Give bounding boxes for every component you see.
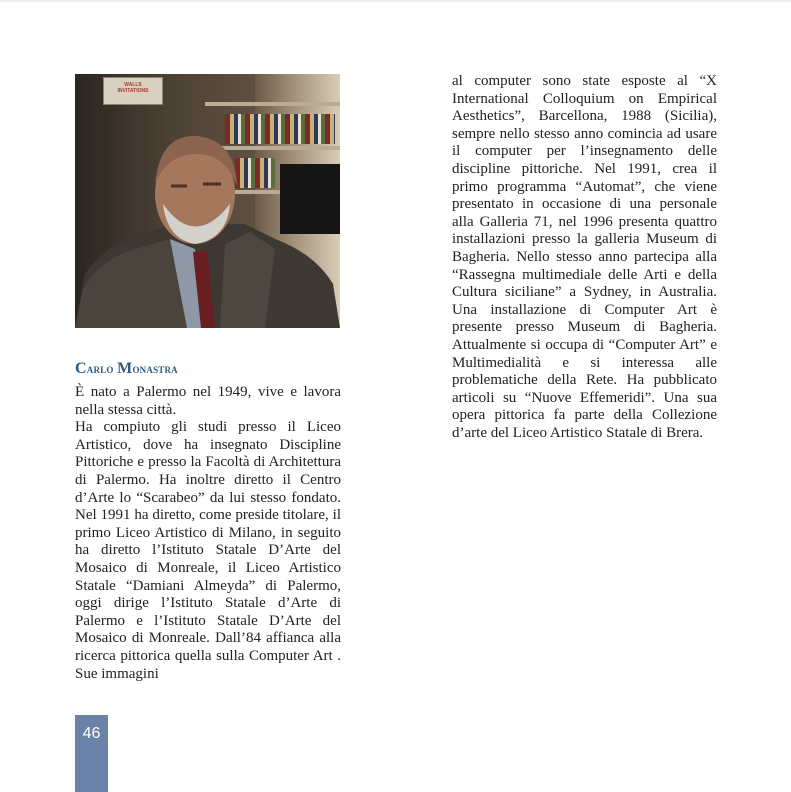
page-number: 46 bbox=[82, 725, 101, 742]
biography-paragraph: al computer sono state esposte al “X International Colloquium on Empirical Aesthetics”, Barcellona, 1988 (Sicilia), sempre nello stesso anno comincia ad usare il computer per l’insegnamento delle discipline pittoriche. Nel 1991, crea il primo programma “Automat”, che viene presentato in occasione di una personale alla Galleria 71, nel 1996 presenta quattro installazioni presso la galleria Museum di Bagheria. Nello stesso anno partecipa alla “Rassegna multimediale delle Arti e della Cultura siciliane” a Sydney, in Australia. Una installazione di Computer Art è presente presso Museum di Bagheria. Attualmente si occupa di “Computer Art” e Multimedialità e si interessa alle problematiche della Rete. Ha pubblicato articoli su “Nuove Effemeridi”. Una sua opera pittorica fa parte della Collezione d’arte del Liceo Artistico Statale di Brera. bbox=[452, 73, 717, 441]
biography-right-column bbox=[452, 73, 717, 442]
author-portrait-photo bbox=[75, 74, 340, 328]
top-rule bbox=[0, 0, 791, 2]
author-name-initial: C bbox=[75, 360, 87, 377]
author-name bbox=[75, 360, 178, 378]
photo-poster-text: WALLS INVITATIONS bbox=[117, 82, 149, 94]
biography-paragraph: Ha compiuto gli studi presso il Liceo Artistico, dove ha insegnato Discipline Pittoriche e presso la Facoltà di Architettura di Palermo. Ha inoltre diretto il Centro d’Arte lo “Scarabeo” da lui stesso fondato. Nel 1991 ha diretto, come preside titolare, il primo Liceo Artistico di Milano, in seguito ha diretto l’Istituto Statale D’Arte del Mosaico di Monreale, il Liceo Artistico Statale “Damiani Almeyda” di Palermo, oggi dirige l’Istituto Statale d’Arte di Palermo e l’Istituto Statale D’Arte del Mosaico di Monreale. Dall’84 affianca alla ricerca pittorica quella sulla Computer Art . Sue immagini bbox=[75, 419, 341, 682]
photo-man-figure bbox=[75, 74, 340, 328]
author-surname-initial: M bbox=[117, 360, 133, 377]
biography-paragraph: È nato a Palermo nel 1949, vive e lavora nella stessa città. bbox=[75, 384, 341, 418]
author-first-name: arlo bbox=[86, 361, 118, 376]
page-number-tab bbox=[75, 715, 108, 792]
author-surname: onastra bbox=[132, 361, 178, 376]
biography-left-column bbox=[75, 384, 341, 683]
